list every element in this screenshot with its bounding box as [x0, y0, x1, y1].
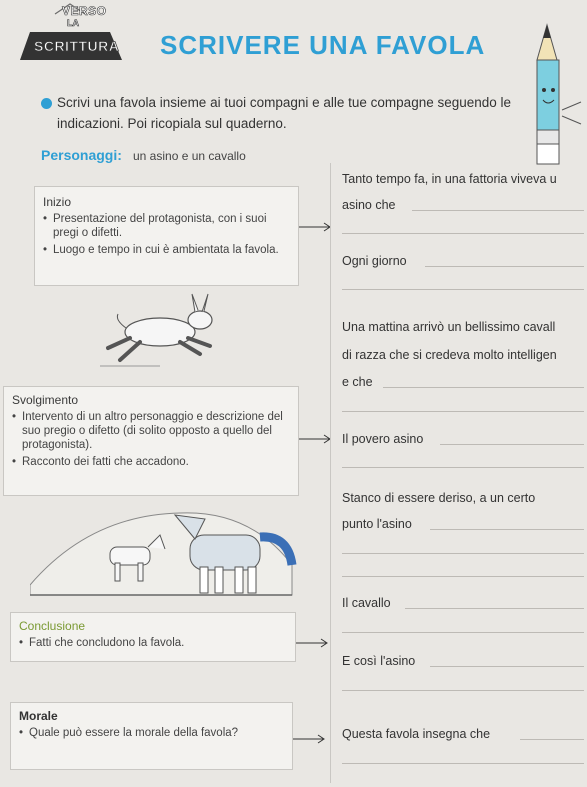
story-line: punto l'asino: [342, 517, 412, 531]
write-line[interactable]: [342, 632, 584, 633]
write-line[interactable]: [430, 529, 584, 530]
brand-scrittura: SCRITTURA: [34, 38, 120, 54]
donkey-illustration: [100, 290, 230, 370]
write-line[interactable]: [342, 690, 584, 691]
write-line[interactable]: [520, 739, 584, 740]
inizio-bullet: • Luogo e tempo in cui è ambientata la favola.: [43, 243, 294, 257]
write-line[interactable]: [430, 666, 584, 667]
write-line[interactable]: [383, 387, 584, 388]
story-line: Tanto tempo fa, in una fattoria viveva u: [342, 172, 557, 186]
svolgimento-bullet: • Racconto dei fatti che accadono.: [12, 455, 294, 469]
svolgimento-heading: Svolgimento: [12, 393, 79, 407]
write-line[interactable]: [342, 763, 584, 764]
story-line: Il povero asino: [342, 432, 424, 446]
arrow-right-icon: [299, 434, 333, 444]
brand-la: LA: [67, 18, 79, 28]
brand-logo: [10, 2, 130, 62]
arrow-right-icon: [299, 222, 333, 232]
inizio-heading: Inizio: [43, 195, 72, 209]
write-line[interactable]: [342, 467, 584, 468]
conclusione-box: [10, 612, 296, 662]
story-line: Questa favola insegna che: [342, 727, 491, 741]
write-line[interactable]: [342, 289, 584, 290]
story-line: Stanco di essere deriso, a un certo: [342, 491, 536, 505]
brand-verso: VERSO: [62, 4, 107, 18]
story-line: Ogni giorno: [342, 254, 407, 268]
inizio-bullet: • Presentazione del protagonista, con i suoi pregi o difetti.: [43, 212, 294, 240]
bullet-dot: [41, 98, 52, 109]
personaggi-label: Personaggi:: [41, 147, 122, 163]
story-line: E così l'asino: [342, 654, 416, 668]
page-title: SCRIVERE UNA FAVOLA: [160, 30, 486, 60]
write-line[interactable]: [412, 210, 584, 211]
story-line: asino che: [342, 198, 396, 212]
morale-box: [10, 702, 293, 770]
write-line[interactable]: [405, 608, 584, 609]
svolgimento-box: [3, 386, 299, 496]
write-line[interactable]: [342, 576, 584, 577]
write-line[interactable]: [425, 266, 584, 267]
personaggi-text: un asino e un cavallo: [133, 149, 246, 163]
svolgimento-bullet: • Intervento di un altro personaggio e descrizione del suo pregio o difetto (di solito opposto a quello del protagonista).: [12, 410, 294, 452]
instructions-text: Scrivi una favola insieme ai tuoi compagni e alle tue compagne seguendo le indicazioni. Poi ricopiala sul quaderno.: [57, 95, 512, 131]
write-line[interactable]: [342, 233, 584, 234]
write-line[interactable]: [342, 411, 584, 412]
morale-heading: Morale: [19, 709, 58, 723]
inizio-box: [34, 186, 299, 286]
horse-donkey-illustration: [30, 505, 300, 600]
arrow-right-icon: [293, 734, 327, 744]
story-line: Il cavallo: [342, 596, 391, 610]
conclusione-heading: Conclusione: [19, 619, 86, 633]
conclusione-bullet: • Fatti che concludono la favola.: [19, 636, 291, 650]
arrow-right-icon: [296, 638, 330, 648]
write-line[interactable]: [342, 553, 584, 554]
story-line: Una mattina arrivò un bellissimo cavall: [342, 320, 556, 334]
write-line[interactable]: [440, 444, 584, 445]
story-line: di razza che si credeva molto intelligen: [342, 348, 557, 362]
morale-bullet: • Quale può essere la morale della favola?: [19, 726, 288, 740]
story-line: e che: [342, 375, 373, 389]
